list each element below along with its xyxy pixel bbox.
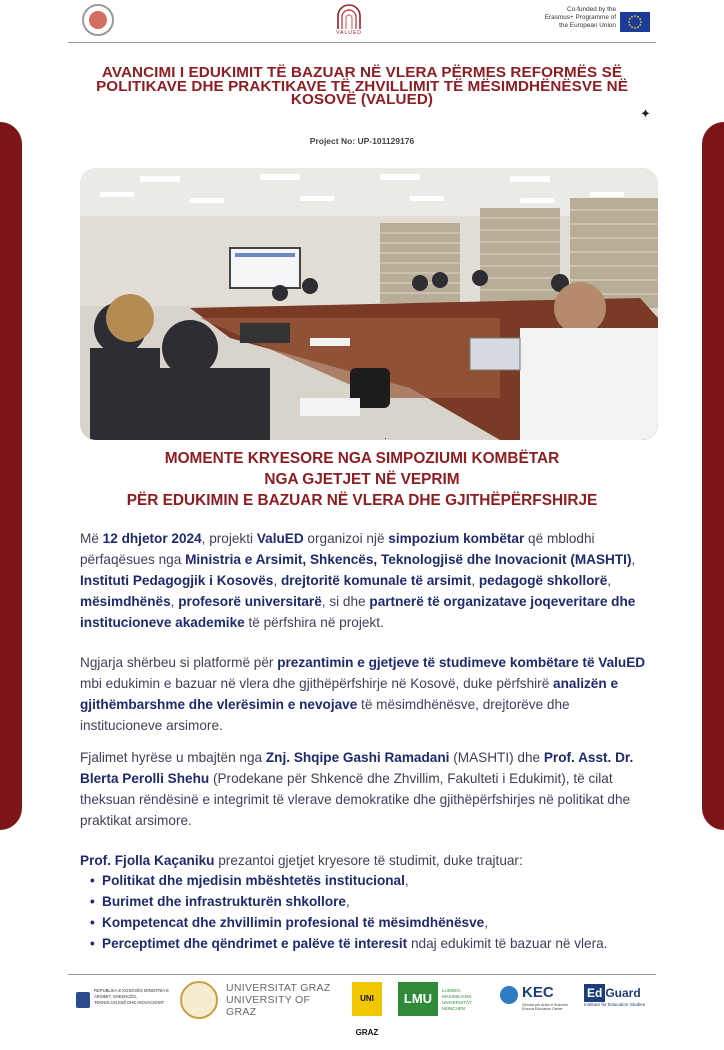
kosovo-emblem-icon bbox=[76, 992, 90, 1008]
heading-line-3: PËR EDUKIMIN E BAZUAR NË VLERA DHE GJITHËPËRFSHIRJE bbox=[126, 492, 598, 509]
paragraph-findings: Prof. Fjolla Kaçaniku prezantoi gjetjet kryesore të studimit, duke trajtuar: bbox=[80, 853, 523, 868]
sparkle-icon: ✦ bbox=[640, 106, 651, 121]
university-of-graz-text: UNIVERSITAT GRAZ UNIVERSITY OF GRAZ bbox=[226, 982, 331, 1018]
list-item: • Perceptimet dhe qëndrimet e palëve të interesit ndaj edukimit të bazuar në vlera. bbox=[90, 933, 655, 954]
list-item: • Burimet dhe infrastrukturën shkollore, bbox=[90, 891, 655, 912]
list-item: • Politikat dhe mjedisin mbështetës institucional, bbox=[90, 870, 655, 891]
footer-divider bbox=[68, 974, 656, 975]
lmu-subtitle: LUDWIG-MAXIMILIANS-UNIVERSITÄT MÜNCHEN bbox=[442, 988, 473, 1011]
lmu-logo: LMU bbox=[398, 982, 438, 1016]
conference-photo bbox=[80, 168, 658, 440]
kec-logo: KEC bbox=[522, 984, 554, 1001]
paragraph-intro: Më 12 dhjetor 2024, projekti ValuED organizoi një simpozium kombëtar që mblodhi përfaqësues nga Ministria e Arsimit, Shkencës, Teknologjisë dhe Inovacionit (MASHTI), Instituti Pedagogjik i Kosovës, drejtoritë komunale të arsimit, pedagogë shkollorë, mësimdhënës, profesorë universitarë, si dhe partnerë të organizatave joqeveritare dhe institucioneve akademike të përfshira në projekt. bbox=[80, 531, 636, 630]
kec-icon bbox=[500, 986, 518, 1004]
title-block bbox=[70, 66, 654, 107]
uni-graz-badge: UNI GRAZ bbox=[352, 982, 382, 1016]
valued-arch-icon bbox=[334, 2, 364, 30]
right-decorative-bar bbox=[702, 122, 724, 830]
section-heading bbox=[70, 448, 654, 511]
paragraph-event: Ngjarja shërbeu si platformë për prezantimin e gjetjeve të studimeve kombëtare të ValuED mbi edukimin e bazuar në vlera dhe gjithëpërfshirje në Kosovë, duke përfshirë analizën e gjithëmbarshme dhe vlerësimin e nevojave të mësimdhënësve, drejtorëve dhe institucioneve arsimore. bbox=[80, 655, 646, 733]
heading-line-1: MOMENTE KRYESORE NGA SIMPOZIUMI KOMBËTAR bbox=[164, 450, 560, 467]
header bbox=[0, 0, 724, 45]
paragraph-speeches: Fjalimet hyrëse u mbajtën nga Znj. Shqipe Gashi Ramadani (MASHTI) dhe Prof. Asst. Dr. Blerta Perolli Shehu (Prodekane për Shkencë dhe Zhvillim, Fakulteti i Edukimit), të cilat theksuan rëndësinë e integrimit të vlerave demokratike dhe gjithëpërfshirjes në politikat dhe praktikat arsimore. bbox=[80, 750, 634, 828]
list-item: • Kompetencat dhe zhvillimin profesional të mësimdhënësve, bbox=[90, 912, 655, 933]
eu-flag-icon bbox=[620, 12, 650, 32]
findings-list bbox=[90, 870, 655, 954]
kec-subtitle: Qendra për Arsim e Kosovës · Kosova Education Center bbox=[522, 1003, 571, 1011]
edguard-logo: Ed Guard Institute for Education Studies bbox=[584, 986, 646, 1007]
project-number: Project No: UP-101129176 bbox=[309, 136, 415, 146]
partner-logos bbox=[72, 980, 652, 1037]
page-title: AVANCIMI I EDUKIMIT TË BAZUAR NË VLERA PËRMES REFORMËS SË POLITIKAVE DHE PRAKTIKAVE TË ZHVILLIMIT TË MËSIMDHËNËSVE NË KOSOVË (VALUED) bbox=[96, 64, 628, 108]
header-divider bbox=[68, 42, 656, 43]
heading-line-2: NGA GJETJET NË VEPRIM bbox=[264, 471, 460, 488]
left-decorative-bar bbox=[0, 122, 22, 830]
partner-seal-logo bbox=[82, 4, 114, 36]
ministry-logo: REPUBLIKA E KOSOVËS MINISTRIA E ARSIMIT, SHKENCËS, TEKNOLOGJISË DHE INOVACIONIT bbox=[76, 984, 168, 1018]
university-seal-logo bbox=[180, 981, 218, 1019]
valued-logo bbox=[334, 2, 364, 38]
valued-wordmark: VALUED bbox=[336, 30, 362, 36]
erasmus-cofunded-text: Co-funded by the Erasmus+ Programme of the European Union bbox=[544, 6, 616, 29]
